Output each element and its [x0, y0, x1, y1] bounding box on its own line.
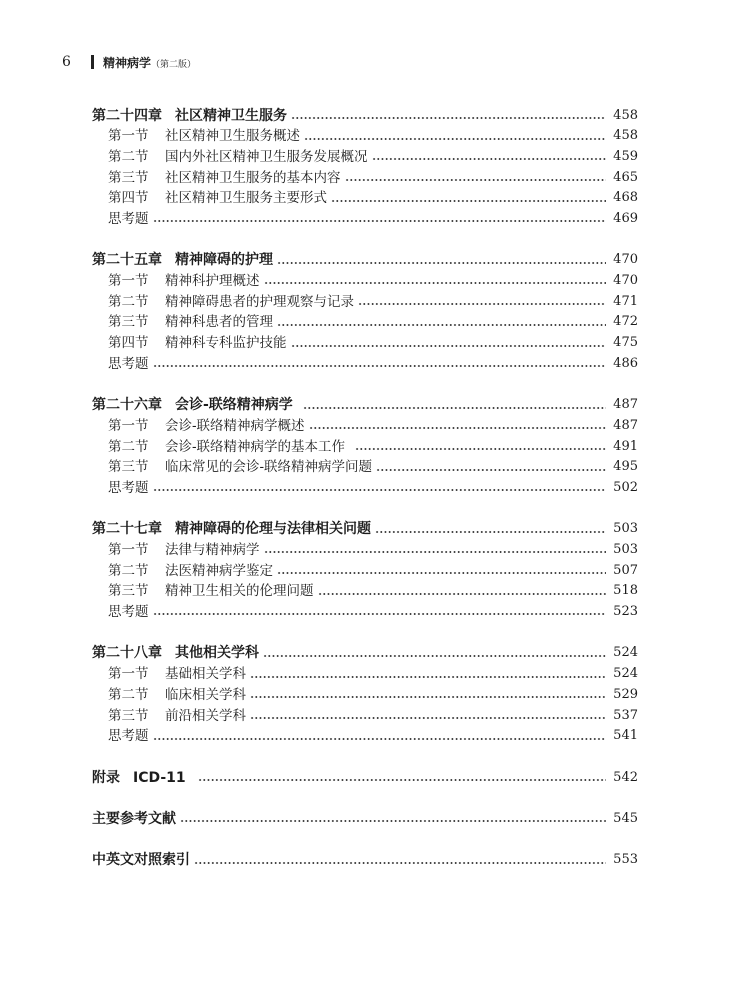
toc-chapter: [92, 643, 638, 664]
table-of-contents: [92, 106, 638, 871]
exercises-title: 思考题: [108, 604, 149, 621]
dot-leader: [153, 209, 607, 230]
section-label: 第三节: [108, 459, 149, 476]
section-title: 精神科患者的管理: [165, 314, 273, 331]
references-title: 主要参考文献: [92, 810, 176, 827]
toc-section: [92, 540, 638, 561]
chapter-label: 第二十四章: [92, 107, 162, 124]
section-page: 529: [613, 686, 638, 702]
chapter-page: 470: [613, 252, 638, 268]
section-title: 临床常见的会诊-联络精神病学问题: [165, 459, 373, 476]
index-page: 553: [613, 852, 638, 868]
dot-leader: [198, 768, 607, 789]
dot-leader: [375, 519, 606, 540]
exercises-title: 思考题: [108, 728, 149, 745]
section-page: 470: [613, 273, 638, 289]
chapter-page: 503: [613, 521, 638, 537]
dot-leader: [153, 726, 607, 747]
section-title: 国内外社区精神卫生服务发展概况: [165, 148, 368, 165]
section-page: 471: [613, 293, 638, 309]
section-title: 会诊-联络精神病学概述: [165, 417, 305, 434]
section-title: 精神障碍患者的护理观察与记录: [165, 293, 354, 310]
section-title: 精神科护理概述: [165, 273, 260, 290]
dot-leader: [263, 643, 606, 664]
section-label: 第二节: [108, 686, 149, 703]
section-page: 491: [613, 438, 638, 454]
exercises-title: 思考题: [108, 211, 149, 228]
section-label: 第二节: [108, 562, 149, 579]
dot-leader: [291, 333, 607, 354]
toc-section: [92, 126, 638, 147]
section-page: 472: [613, 314, 638, 330]
toc-chapter: [92, 395, 638, 416]
dot-leader: [277, 561, 606, 582]
section-title: 法律与精神病学: [165, 542, 260, 559]
toc-exercises: [92, 478, 638, 499]
section-page: 475: [613, 335, 638, 351]
dot-leader: [318, 581, 607, 602]
dot-leader: [194, 850, 606, 871]
section-page: 537: [613, 707, 638, 723]
dot-leader: [277, 312, 606, 333]
dot-leader: [264, 540, 607, 561]
section-page: 458: [613, 128, 638, 144]
section-title: 社区精神卫生服务主要形式: [165, 190, 327, 207]
chapter-page: 458: [613, 107, 638, 123]
section-label: 第四节: [108, 190, 149, 207]
toc-section: [92, 168, 638, 189]
section-title: 临床相关学科: [165, 686, 246, 703]
toc-section: [92, 333, 638, 354]
exercises-title: 思考题: [108, 479, 149, 496]
section-page: 468: [613, 190, 638, 206]
running-header: [0, 53, 730, 71]
toc-section: [92, 271, 638, 292]
dot-leader: [309, 416, 607, 437]
toc-exercises: [92, 354, 638, 375]
page-number: 6: [62, 54, 71, 70]
dot-leader: [250, 664, 606, 685]
section-label: 第一节: [108, 128, 149, 145]
section-title: 基础相关学科: [165, 666, 246, 683]
section-page: 469: [613, 211, 638, 227]
toc-section: [92, 685, 638, 706]
toc-appendix: [92, 768, 638, 789]
toc-section: [92, 188, 638, 209]
toc-exercises: [92, 602, 638, 623]
toc-chapter: [92, 106, 638, 127]
section-page: 524: [613, 666, 638, 682]
section-label: 第二节: [108, 293, 149, 310]
section-label: 第二节: [108, 148, 149, 165]
dot-leader: [331, 188, 606, 209]
dot-leader: [345, 168, 607, 189]
section-label: 第三节: [108, 707, 149, 724]
toc-section: [92, 581, 638, 602]
section-page: 518: [613, 583, 638, 599]
dot-leader: [277, 250, 606, 271]
book-title-block: [103, 53, 196, 74]
dot-leader: [358, 292, 606, 313]
chapter-label: 第二十六章: [92, 397, 162, 414]
section-label: 第一节: [108, 666, 149, 683]
section-label: 第三节: [108, 169, 149, 186]
dot-leader: [304, 126, 606, 147]
chapter-label: 第二十五章: [92, 252, 162, 269]
chapter-title: 会诊-联络精神病学: [175, 397, 293, 414]
chapter-title: 精神障碍的护理: [175, 252, 273, 269]
chapter-page: 524: [613, 645, 638, 661]
toc-section: [92, 664, 638, 685]
section-label: 第三节: [108, 314, 149, 331]
dot-leader: [264, 271, 607, 292]
index-title: 中英文对照索引: [92, 852, 190, 869]
section-page: 465: [613, 169, 638, 185]
section-page: 495: [613, 459, 638, 475]
section-label: 第四节: [108, 335, 149, 352]
toc-section: [92, 561, 638, 582]
toc-exercises: [92, 726, 638, 747]
dot-leader: [372, 147, 607, 168]
section-label: 第一节: [108, 417, 149, 434]
section-page: 502: [613, 479, 638, 495]
chapter-title: 精神障碍的伦理与法律相关问题: [175, 521, 371, 538]
section-title: 精神科专科监护技能: [165, 335, 287, 352]
section-label: 第一节: [108, 542, 149, 559]
section-title: 前沿相关学科: [165, 707, 246, 724]
section-label: 第一节: [108, 273, 149, 290]
toc-section: [92, 312, 638, 333]
toc-index: [92, 850, 638, 871]
toc-chapter: [92, 519, 638, 540]
toc-section: [92, 147, 638, 168]
chapter-page: 487: [613, 397, 638, 413]
section-title: 会诊-联络精神病学的基本工作: [165, 438, 346, 455]
section-page: 523: [613, 604, 638, 620]
book-title: 精神病学: [103, 56, 152, 70]
dot-leader: [250, 706, 606, 727]
dot-leader: [153, 602, 607, 623]
dot-leader: [180, 809, 606, 830]
section-title: 精神卫生相关的伦理问题: [165, 583, 314, 600]
section-title: 社区精神卫生服务的基本内容: [165, 169, 341, 186]
toc-chapter: [92, 250, 638, 271]
section-page: 486: [613, 355, 638, 371]
book-edition: （第二版）: [151, 60, 197, 70]
section-page: 507: [613, 562, 638, 578]
dot-leader: [153, 478, 607, 499]
section-page: 541: [613, 728, 638, 744]
section-label: 第三节: [108, 583, 149, 600]
dot-leader: [250, 685, 606, 706]
section-title: 社区精神卫生服务概述: [165, 128, 300, 145]
appendix-page: 542: [613, 769, 638, 785]
toc-section: [92, 416, 638, 437]
chapter-label: 第二十八章: [92, 645, 162, 662]
toc-section: [92, 292, 638, 313]
references-page: 545: [613, 810, 638, 826]
section-title: 法医精神病学鉴定: [165, 562, 273, 579]
header-divider: [91, 55, 94, 69]
toc-exercises: [92, 209, 638, 230]
chapter-label: 第二十七章: [92, 521, 162, 538]
toc-section: [92, 706, 638, 727]
section-page: 503: [613, 542, 638, 558]
dot-leader: [303, 395, 606, 416]
toc-section: [92, 437, 638, 458]
section-page: 487: [613, 417, 638, 433]
exercises-title: 思考题: [108, 355, 149, 372]
dot-leader: [153, 354, 607, 375]
toc-references: [92, 809, 638, 830]
section-page: 459: [613, 148, 638, 164]
section-label: 第二节: [108, 438, 149, 455]
dot-leader: [291, 106, 606, 127]
toc-section: [92, 457, 638, 478]
appendix-title: ICD-11: [133, 769, 186, 786]
dot-leader: [355, 437, 606, 458]
appendix-label: 附录: [92, 769, 120, 786]
chapter-title: 其他相关学科: [175, 645, 259, 662]
chapter-title: 社区精神卫生服务: [175, 107, 287, 124]
dot-leader: [376, 457, 606, 478]
